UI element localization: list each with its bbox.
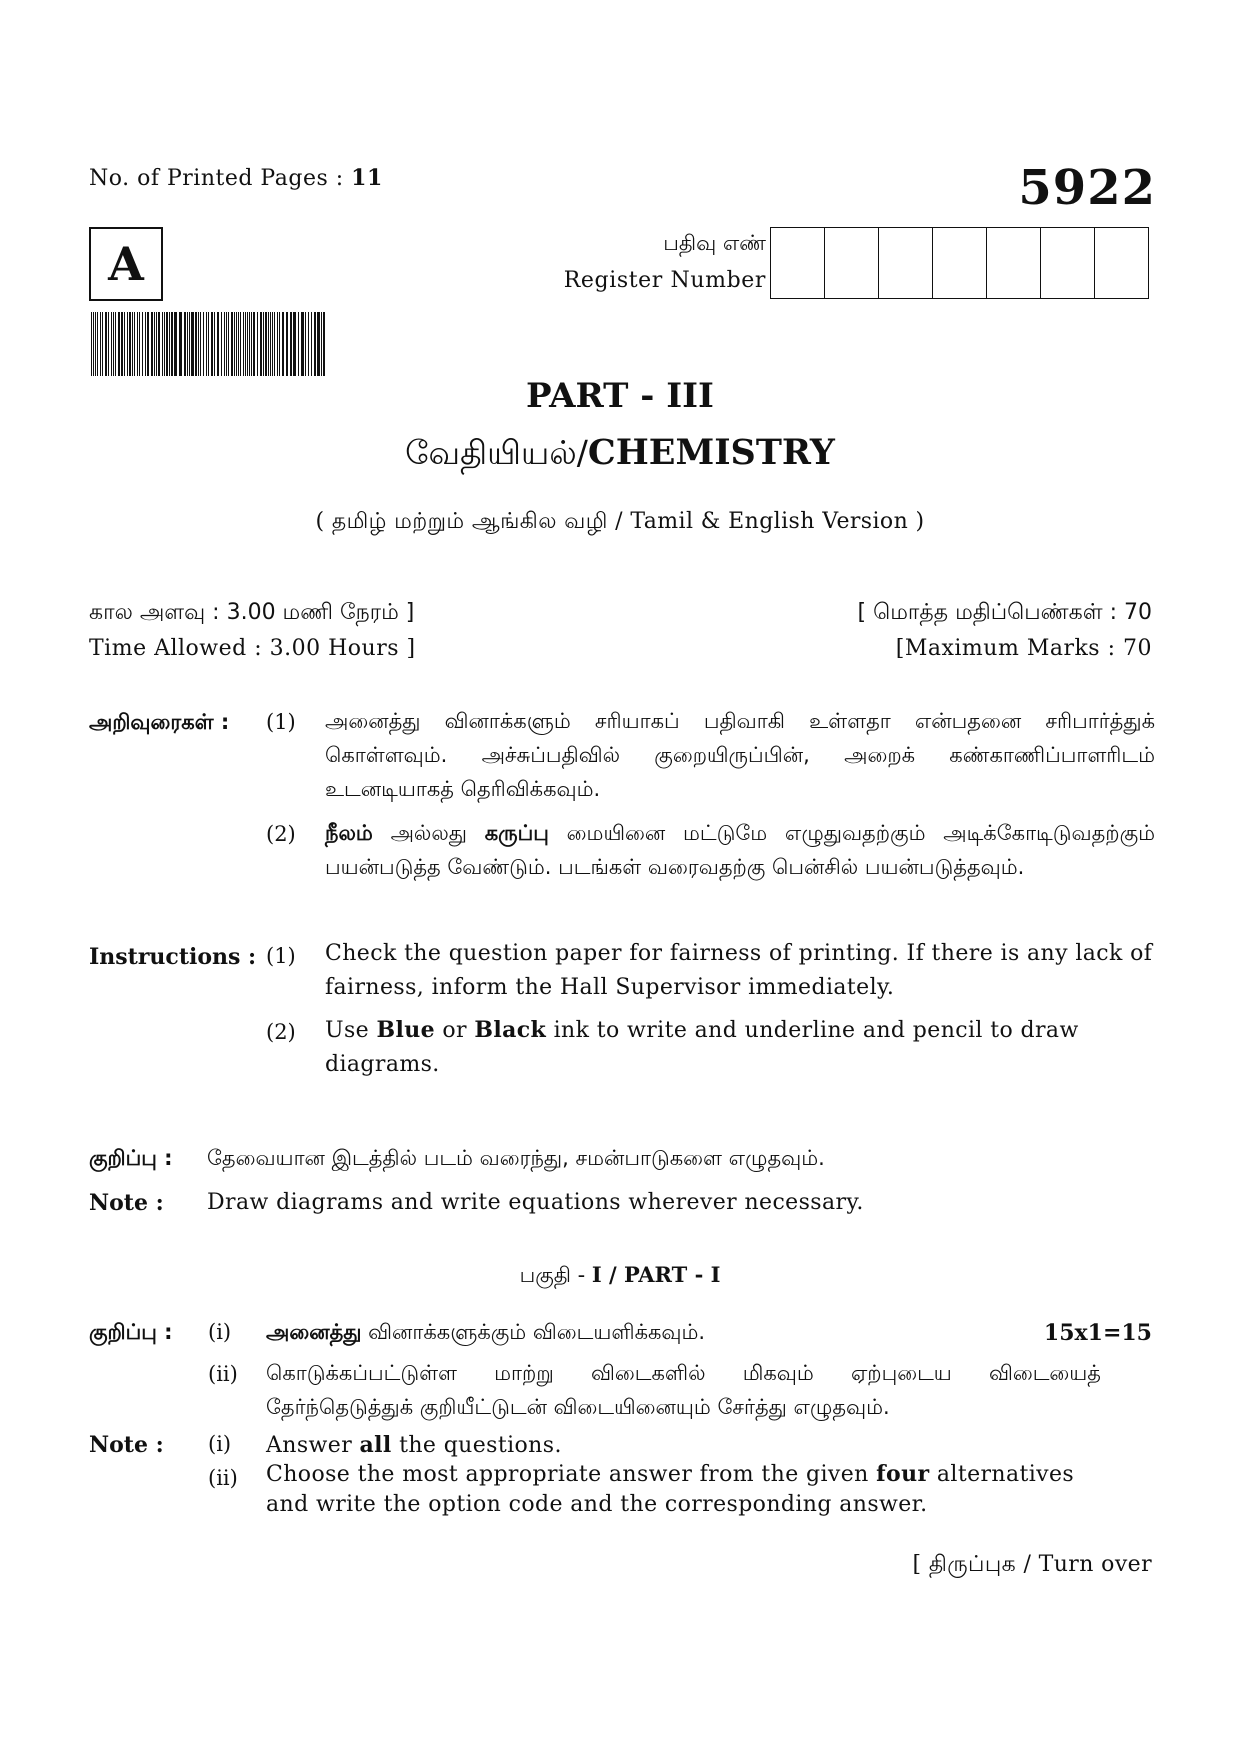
barcode-bar bbox=[317, 312, 320, 376]
barcode-bar bbox=[142, 312, 143, 376]
barcode-bar bbox=[187, 312, 188, 376]
emphasis-black-tamil: கருப்பு bbox=[484, 821, 549, 845]
barcode-bar bbox=[249, 312, 250, 376]
barcode-bar bbox=[221, 312, 222, 376]
note-tamil-text: தேவையான இடத்தில் படம் வரைந்து, சமன்பாடுகளை எழுதவும். bbox=[207, 1146, 825, 1170]
barcode-bar bbox=[298, 312, 299, 376]
max-marks-tamil: [ மொத்த மதிப்பெண்கள் : 70 bbox=[857, 600, 1152, 625]
part-one-heading-english: I / PART - I bbox=[591, 1262, 721, 1287]
barcode-bar bbox=[191, 312, 194, 376]
barcode-bar bbox=[158, 312, 160, 376]
barcode-bar bbox=[171, 312, 173, 376]
barcode-bar bbox=[111, 312, 112, 376]
barcode-bar bbox=[265, 312, 267, 376]
barcode-bar bbox=[97, 312, 98, 376]
instructions-tamil-label: அறிவுரைகள் : bbox=[89, 710, 230, 734]
barcode-bar bbox=[121, 312, 123, 376]
barcode-bar bbox=[308, 312, 309, 376]
barcode-bar bbox=[189, 312, 190, 376]
barcode-bar bbox=[169, 312, 170, 376]
question-version-box: A bbox=[89, 227, 163, 301]
part-title: PART - III bbox=[526, 376, 714, 416]
barcode-bar bbox=[137, 312, 138, 376]
instruction-english-text: Use Blue or Black ink to write and underline and pencil to draw diagrams. bbox=[325, 1017, 1079, 1077]
printed-pages-count: 11 bbox=[351, 165, 383, 191]
part-one-note-english-number: (i) bbox=[208, 1432, 232, 1456]
part-one-note-english-text: Answer all the questions. bbox=[266, 1432, 562, 1458]
barcode-bar bbox=[91, 312, 92, 376]
printed-pages-label: No. of Printed Pages : bbox=[89, 166, 352, 191]
emphasis-blue: Blue bbox=[376, 1017, 435, 1043]
barcode-bar bbox=[243, 312, 244, 376]
emphasis-all-tamil: அனைத்து bbox=[266, 1320, 362, 1344]
register-digit-box[interactable] bbox=[986, 228, 1040, 298]
barcode-bar bbox=[263, 312, 264, 376]
barcode-bar bbox=[95, 312, 96, 376]
barcode-bar bbox=[290, 312, 292, 376]
barcode-bar bbox=[145, 312, 146, 376]
barcode-bar bbox=[132, 312, 133, 376]
barcode-bar bbox=[93, 312, 94, 376]
printed-pages bbox=[89, 165, 383, 191]
part-one-marks: 15x1=15 bbox=[1043, 1320, 1152, 1346]
part-one-note-tamil-number: (i) bbox=[208, 1320, 232, 1344]
barcode-bar bbox=[200, 312, 201, 376]
instruction-tamil-text: அனைத்து வினாக்களும் சரியாகப் பதிவாகி உள்ளதா என்பதனை சரிபார்த்துக் கொள்ளவும். அச்சுப்பதிவில் குறையிருப்பின், அறைக் கண்காணிப்பாளரிடம் உடனடியாகத் தெரிவிக்கவும். bbox=[325, 709, 1155, 801]
barcode-bar bbox=[129, 312, 131, 376]
barcode-bar bbox=[231, 312, 233, 376]
barcode-bar bbox=[240, 312, 241, 376]
subject-title-english: CHEMISTRY bbox=[587, 432, 835, 473]
barcode-bar bbox=[100, 312, 101, 376]
register-digit-box[interactable] bbox=[878, 228, 932, 298]
barcode-bar bbox=[206, 312, 207, 376]
barcode-bar bbox=[293, 312, 296, 376]
barcode-bar bbox=[147, 312, 149, 376]
barcode-bar bbox=[321, 312, 322, 376]
barcode-bar bbox=[282, 312, 284, 376]
barcode-bar bbox=[277, 312, 278, 376]
barcode-bar bbox=[102, 312, 103, 376]
part-one-heading-tamil: பகுதி - bbox=[519, 1263, 592, 1287]
register-digit-box[interactable] bbox=[932, 228, 986, 298]
barcode-bar bbox=[164, 312, 165, 376]
barcode-bar bbox=[311, 312, 312, 376]
emphasis-four: four bbox=[876, 1461, 930, 1487]
instructions-english-label: Instructions : bbox=[89, 944, 257, 970]
register-number-grid[interactable] bbox=[770, 227, 1149, 299]
max-marks-english: [Maximum Marks : 70 bbox=[895, 636, 1152, 661]
barcode-bar bbox=[260, 312, 262, 376]
subject-title-tamil: வேதியியல்/ bbox=[405, 433, 588, 472]
register-label-tamil: பதிவு எண் bbox=[663, 231, 766, 255]
barcode-bar bbox=[238, 312, 239, 376]
barcode-bar bbox=[203, 312, 204, 376]
emphasis-all: all bbox=[359, 1432, 392, 1458]
barcode-bar bbox=[272, 312, 273, 376]
barcode-bar bbox=[198, 312, 199, 376]
barcode-bar bbox=[151, 312, 153, 376]
part-one-note-tamil-number: (ii) bbox=[208, 1362, 238, 1386]
paper-code: 5922 bbox=[1018, 160, 1156, 216]
part-one-note-tamil-text: அனைத்து வினாக்களுக்கும் விடையளிக்கவும். bbox=[266, 1320, 706, 1344]
note-tamil-label: குறிப்பு : bbox=[89, 1146, 173, 1170]
instruction-tamil-text: நீலம் அல்லது கருப்பு மையினை மட்டுமே எழுதுவதற்கும் அடிக்கோடிடுவதற்கும் பயன்படுத்த வேண்டும். படங்கள் வரைவதற்கு பென்சில் பயன்படுத்தவும். bbox=[325, 821, 1156, 879]
barcode-bar bbox=[108, 312, 109, 376]
barcode-bar bbox=[195, 312, 197, 376]
register-label-english: Register Number bbox=[563, 268, 766, 293]
barcode-bar bbox=[166, 312, 168, 376]
emphasis-blue-tamil: நீலம் bbox=[325, 821, 373, 845]
barcode-bar bbox=[127, 312, 128, 376]
barcode-bar bbox=[118, 312, 120, 376]
barcode-bar bbox=[134, 312, 135, 376]
barcode-bar bbox=[184, 312, 186, 376]
barcode-bar bbox=[236, 312, 237, 376]
barcode-bar bbox=[208, 312, 209, 376]
part-one-note-tamil-text: கொடுக்கப்பட்டுள்ள மாற்று விடைகளில் மிகவும் ஏற்புடைய விடையைத் தேர்ந்தெடுத்துக் குறியீட்டுடன் விடையினையும் சேர்த்து எழுதவும். bbox=[266, 1361, 1101, 1419]
register-digit-box[interactable] bbox=[771, 228, 824, 298]
barcode-bar bbox=[124, 312, 125, 376]
note-english-label: Note : bbox=[89, 1190, 164, 1216]
barcode-bar bbox=[174, 312, 177, 376]
barcode-bar bbox=[245, 312, 246, 376]
instruction-tamil-number: (1) bbox=[266, 710, 296, 734]
emphasis-black: Black bbox=[474, 1017, 547, 1043]
part-one-heading bbox=[0, 1262, 1240, 1290]
instruction-english-number: (1) bbox=[266, 944, 296, 968]
note-english-text: Draw diagrams and write equations wherever necessary. bbox=[207, 1190, 864, 1215]
barcode-bar bbox=[234, 312, 235, 376]
barcode-bar bbox=[211, 312, 213, 376]
barcode-bar bbox=[323, 312, 325, 376]
barcode-bar bbox=[115, 312, 116, 376]
instruction-tamil-number: (2) bbox=[266, 822, 296, 846]
barcode-bar bbox=[226, 312, 227, 376]
barcode-bar bbox=[314, 312, 316, 376]
instruction-english-text: Check the question paper for fairness of printing. If there is any lack of fairness, inform the Hall Supervisor immediately. bbox=[325, 941, 1153, 1000]
barcode-bar bbox=[257, 312, 258, 376]
barcode-icon bbox=[91, 312, 327, 376]
barcode-bar bbox=[247, 312, 248, 376]
part-one-note-english-text: Choose the most appropriate answer from the given four alternatives and write the option code and the corresponding answer. bbox=[266, 1461, 1075, 1517]
barcode-bar bbox=[224, 312, 225, 376]
barcode-bar bbox=[270, 312, 271, 376]
barcode-bar bbox=[156, 312, 157, 376]
barcode-bar bbox=[251, 312, 252, 376]
part-one-note-tamil-label: குறிப்பு : bbox=[89, 1320, 173, 1344]
barcode-bar bbox=[228, 312, 229, 376]
medium-line: ( தமிழ் மற்றும் ஆங்கில வழி / Tamil & English Version ) bbox=[315, 509, 925, 534]
turn-over: [ திருப்புக / Turn over bbox=[912, 1552, 1152, 1577]
instruction-english-number: (2) bbox=[266, 1020, 296, 1044]
part-one-note-english-label: Note : bbox=[89, 1432, 164, 1458]
time-allowed-tamil: கால அளவு : 3.00 மணி நேரம் ] bbox=[89, 600, 415, 625]
barcode-bar bbox=[179, 312, 182, 376]
barcode-bar bbox=[154, 312, 155, 376]
barcode-bar bbox=[217, 312, 219, 376]
barcode-bar bbox=[274, 312, 275, 376]
barcode-bar bbox=[279, 312, 280, 376]
barcode-bar bbox=[286, 312, 288, 376]
part-one-note-english-number: (ii) bbox=[208, 1466, 238, 1490]
barcode-bar bbox=[139, 312, 140, 376]
register-digit-box[interactable] bbox=[824, 228, 878, 298]
barcode-bar bbox=[268, 312, 269, 376]
time-allowed-english: Time Allowed : 3.00 Hours ] bbox=[89, 636, 416, 661]
barcode-bar bbox=[305, 312, 306, 376]
barcode-bar bbox=[105, 312, 107, 376]
subject-title bbox=[0, 432, 1240, 477]
barcode-bar bbox=[253, 312, 255, 376]
barcode-bar bbox=[113, 312, 114, 376]
barcode-bar bbox=[162, 312, 163, 376]
barcode-bar bbox=[301, 312, 304, 376]
register-digit-box[interactable] bbox=[1094, 228, 1148, 298]
register-digit-box[interactable] bbox=[1040, 228, 1094, 298]
barcode-bar bbox=[214, 312, 215, 376]
